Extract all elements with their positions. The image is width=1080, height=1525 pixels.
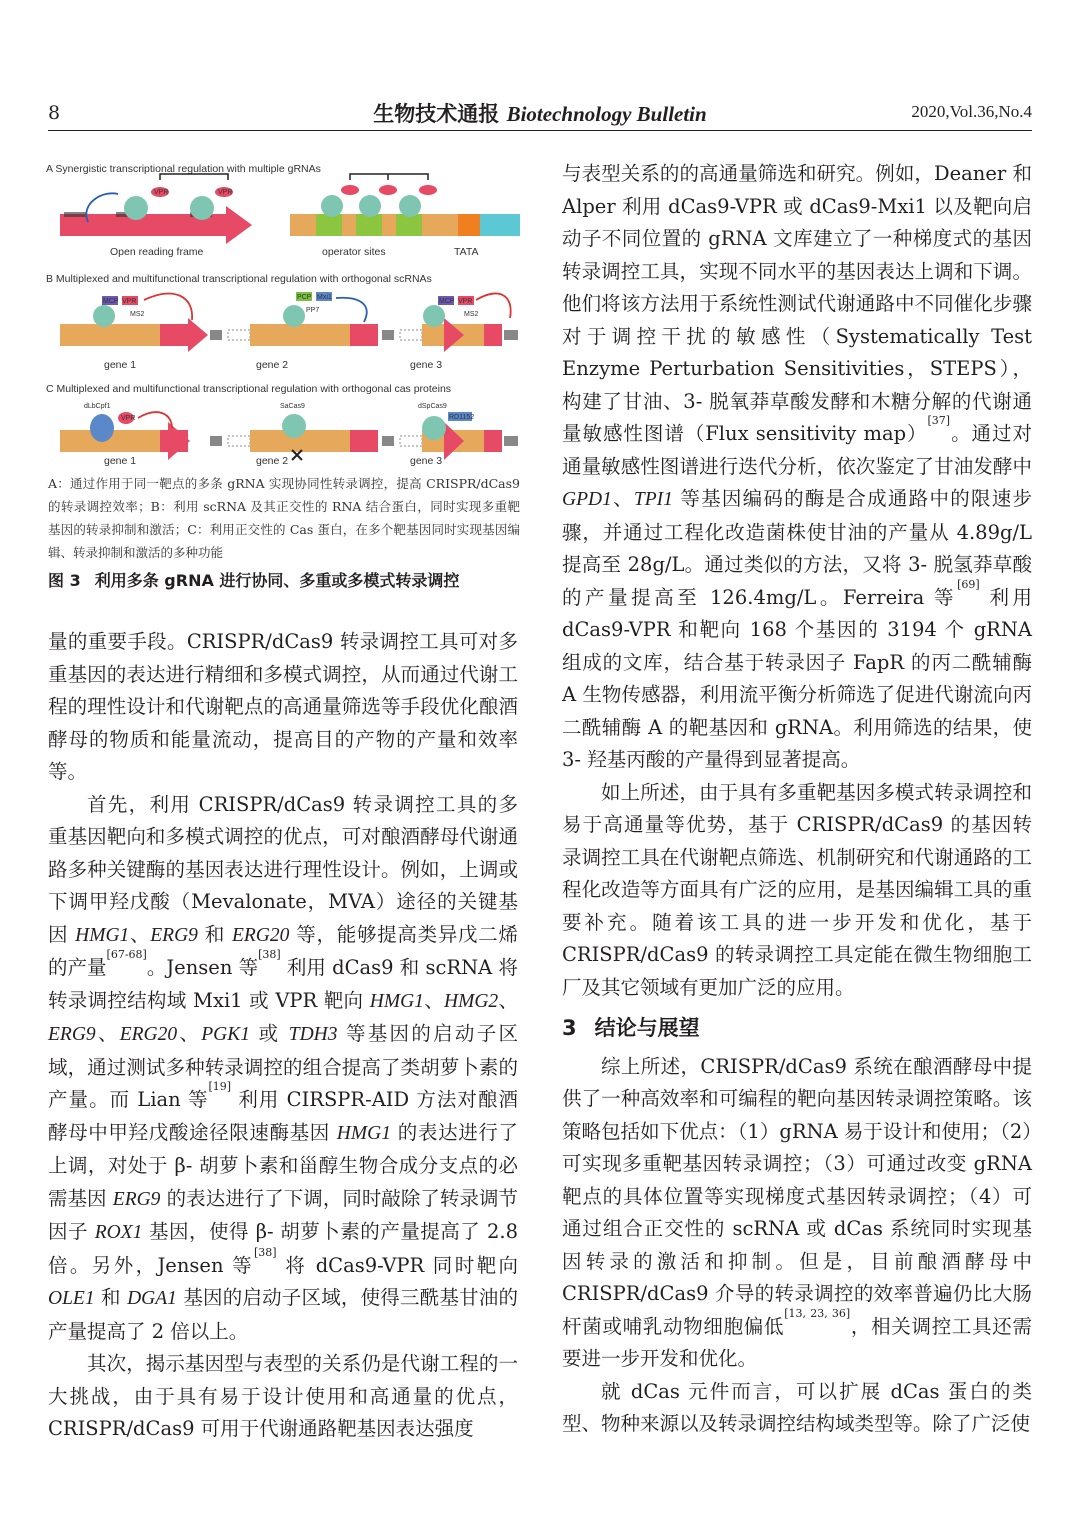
citation: [13, 23, 36] [784,1306,851,1320]
dlbcpf1-tag: dLbCpf1 [84,403,111,410]
dcas9-protein [124,196,148,220]
figure-title-text: 利用多条 gRNA 进行协同、多重或多模式转录调控 [94,571,460,590]
gene-name: TDH3 [288,1024,338,1045]
rd1152-tag: RD1152 [449,414,475,421]
gene-name: GPD1 [562,489,612,510]
gene-name: ERG20 [119,1024,178,1045]
ms2-tag: MS2 [130,311,145,318]
gene-name: HMG1 [369,990,424,1012]
gene-name: ERG9 [112,1188,161,1210]
gene-name: OLE1 [48,1288,95,1309]
tata-label: TATA [454,246,479,258]
figure-caption: A：通过作用于同一靶点的多条 gRNA 实现协同性转录调控，提高 CRISPR/dCas9 的转录调控效率；B：利用 scRNA 及其正交性的 RNA 结合蛋白，同时实现多重靶基因的转录抑制和激活；C：利用正交性的 Cas 蛋白，在多个靶基因同时实现基因编辑、转录抑制和激活的多种功能 [48,476,520,560]
gene3-label-b: gene 3 [410,359,443,371]
page-number: 8 [48,102,61,124]
paragraph: 与表型关系的的高通量筛选和研究。例如，Deaner 和 Alper 利用 dCas9-VPR 或 dCas9-Mxi1 以及靶向启动子不同位置的 gRNA 文库建立了一种梯度式的基因转录调控工具，实现不同水平的基因表达上调和下调。他们将该方法用于系统性测试代谢通路中不同催化步骤对于调控干扰的敏感性（Systematically Test Enzyme Perturbation Sensitivities，STEPS），构建了甘油、3- 脱氧莽草酸发酵和木糖分解的代谢通量敏感性图谱（Flux sensitivity map）[37]。通过对通量敏感性图谱进行迭代分析，依次鉴定了甘油发酵中 GPD1、TPI1 等基因编码的酶是合成通路中的限速步骤，并通过工程化改造菌株使甘油的产量从 4.89g/L 提高至 28g/L。通过类似的方法，又将 3- 脱氢莽草酸的产量提高至 126.4mg/L。Ferreira 等[69] 利用 dCas9-VPR 和靶向 168 个基因的 3194 个 gRNA 组成的文库，结合基于转录因子 FapR 的丙二酰辅酶 A 生物传感器，利用流平衡分析筛选了促进代谢流向丙二酰辅酶 A 的靶基因和 gRNA。利用筛选的结果，使 3- 羟基丙酸的产量得到显著提高。 [562,162,1032,771]
gene-name: DGA1 [127,1288,177,1309]
gene2-label-c: gene 2 [256,455,289,467]
mcp-tag-3: MCP [439,298,455,305]
gene-name: ERG9 [150,924,198,946]
vpr-tag-3: VPR [458,298,473,305]
panel-c-title: C Multiplexed and multifunctional transcriptional regulation with orthogonal cas proteins [46,383,452,395]
paragraph: 如上所述，由于具有多重靶基因多模式转录调控和易于高通量等优势，基于 CRISPR/dCas9 的基因转录调控工具在代谢靶点筛选、机制研究和代谢通路的工程化改造等方面具有广泛的应用，是基因编辑工具的重要补充。随着该工具的进一步开发和优化，基于 CRISPR/dCas9 的转录调控工具定能在微生物细胞工厂及其它领域有更加广泛的应用。 [562,780,1032,999]
panel-a-left-construct [60,174,252,258]
gene-name: HMG1 [336,1122,391,1144]
figure-number: 图 3 [48,571,81,590]
dspcas9-tag: dSpCas9 [418,403,447,410]
operator-sites-label: operator sites [322,246,386,258]
gene3-label-c: gene 3 [410,455,443,467]
mcp-tag: MCP [103,298,119,305]
citation: [19] [208,1080,232,1093]
citation: [67-68] [106,948,147,961]
panel-b-constructs [60,292,518,371]
gene-name: ERG20 [231,924,290,946]
journal-title-cn: 生物技术通报 [373,101,500,126]
sacas9-tag: SaCas9 [280,403,305,410]
vpr-label: VPR [154,189,169,196]
journal-title-en: Biotechnology Bulletin [506,102,707,126]
panel-b-title: B Multiplexed and multifunctional transcriptional regulation with orthogonal scRNAs [46,273,432,285]
citation: [38] [254,1245,277,1259]
pp7-tag: PP7 [306,307,320,314]
header-rule [48,130,1032,131]
citation: [37] [927,414,951,427]
vpr-tag-c: VPR [121,415,136,422]
ms2-tag-3: MS2 [464,311,479,318]
section-heading [562,1012,1032,1045]
panel-c-constructs [60,403,518,467]
journal-title [48,98,1032,128]
panel-a-title: A Synergistic transcriptional regulation with multiple gRNAs [46,163,321,175]
gene2-label-b: gene 2 [256,359,289,371]
gene1-label-b: gene 1 [104,359,137,371]
paragraph: 综上所述，CRISPR/dCas9 系统在酿酒酵母中提供了一种高效率和可编程的靶向基因转录调控策略。该策略包括如下优点：（1）gRNA 易于设计和使用；（2）可实现多重靶基因转录调控；（3）可通过改变 gRNA 靶点的具体位置等实现梯度式基因转录调控；（4）可通过组合正交性的 scRNA 或 dCas 系统同时实现基因转录的激活和抑制。但是，目前酿酒酵母中 CRISPR/dCas9 介导的转录调控的效率普遍仍比大肠杆菌或哺乳动物细胞偏低[13, 23, 36]，相关调控工具还需要进一步开发和优化。 [562,1054,1032,1370]
panel-a-right-construct [290,174,520,258]
orf-label: Open reading frame [110,246,204,258]
citation: [69] [957,577,980,591]
gene1-label-c: gene 1 [104,455,137,467]
gene-name: PGK1 [201,1024,250,1045]
issue-info: 2020,Vol.36,No.4 [911,102,1032,121]
paragraph: 首先，利用 CRISPR/dCas9 转录调控工具的多重基因靶向和多模式调控的优点，可对酿酒酵母代谢通路多种关键酶的基因表达进行理性设计。例如，上调或下调甲羟戊酸（Mevalonate，MVA）途径的关键基因 HMG1、ERG9 和 ERG20 等，能够提高类异戊二烯的产量[67-68]。Jensen 等[38] 利用 dCas9 和 scRNA 将转录调控结构域 Mxi1 或 VPR 靶向 HMG1、HMG2、ERG9、ERG20、PGK1 或 TDH3 等基因的启动子区域，通过测试多种转录调控的组合提高了类胡萝卜素的产量。而 Lian 等[19] 利用 CIRSPR-AID 方法对酿酒酵母中甲羟戊酸途径限速酶基因 HMG1 的表达进行了上调，对处于 β- 胡萝卜素和甾醇生物合成分支点的必需基因 ERG9 的表达进行了下调，同时敲除了转录调节因子 ROX1 基因，使得 β- 胡萝卜素的产量提高了 2.8 倍。另外，Jensen 等[38] 将 dCas9-VPR 同时靶向 OLE1 和 DGA1 基因的启动子区域，使得三酰基甘油的产量提高了 2 倍以上。 [48,792,519,1343]
pcp-tag: PCP [297,294,312,301]
running-header [48,98,1032,128]
figure-title [48,568,520,591]
gene-name: ROX1 [94,1222,143,1243]
figure-3 [44,156,522,476]
section-title: 结论与展望 [594,1016,700,1040]
gene-name: TPI1 [633,489,673,510]
arrow-head [226,206,252,244]
paragraph: 就 dCas 元件而言，可以扩展 dCas 蛋白的类型、物种来源以及转录调控结构域类型等。除了广泛使 [562,1379,1032,1435]
vpr-tag-b: VPR [122,298,137,305]
citation: [38] [258,948,281,961]
right-column [562,158,1032,1441]
vpr-label: VPR [218,189,233,196]
mxi1-tag: Mxi1 [317,294,332,301]
paragraph: 量的重要手段。CRISPR/dCas9 转录调控工具可对多重基因的表达进行精细和多模式调控，从而通过代谢工程的理性设计和代谢靶点的高通量筛选等手段优化酿酒酵母的物质和能量流动，提高目的产物的产量和效率等。 [48,630,518,783]
left-column [48,626,518,1446]
section-number: 3 [562,1016,577,1040]
gene-name: HMG2 [444,990,499,1012]
gene-name: ERG9 [48,1024,96,1045]
paragraph: 其次，揭示基因型与表型的关系仍是代谢工程的一大挑战，由于具有易于设计使用和高通量的优点，CRISPR/dCas9 可用于代谢通路靶基因表达强度 [48,1352,518,1440]
dcas9-protein [190,196,214,220]
gene-name: HMG1 [75,924,130,946]
